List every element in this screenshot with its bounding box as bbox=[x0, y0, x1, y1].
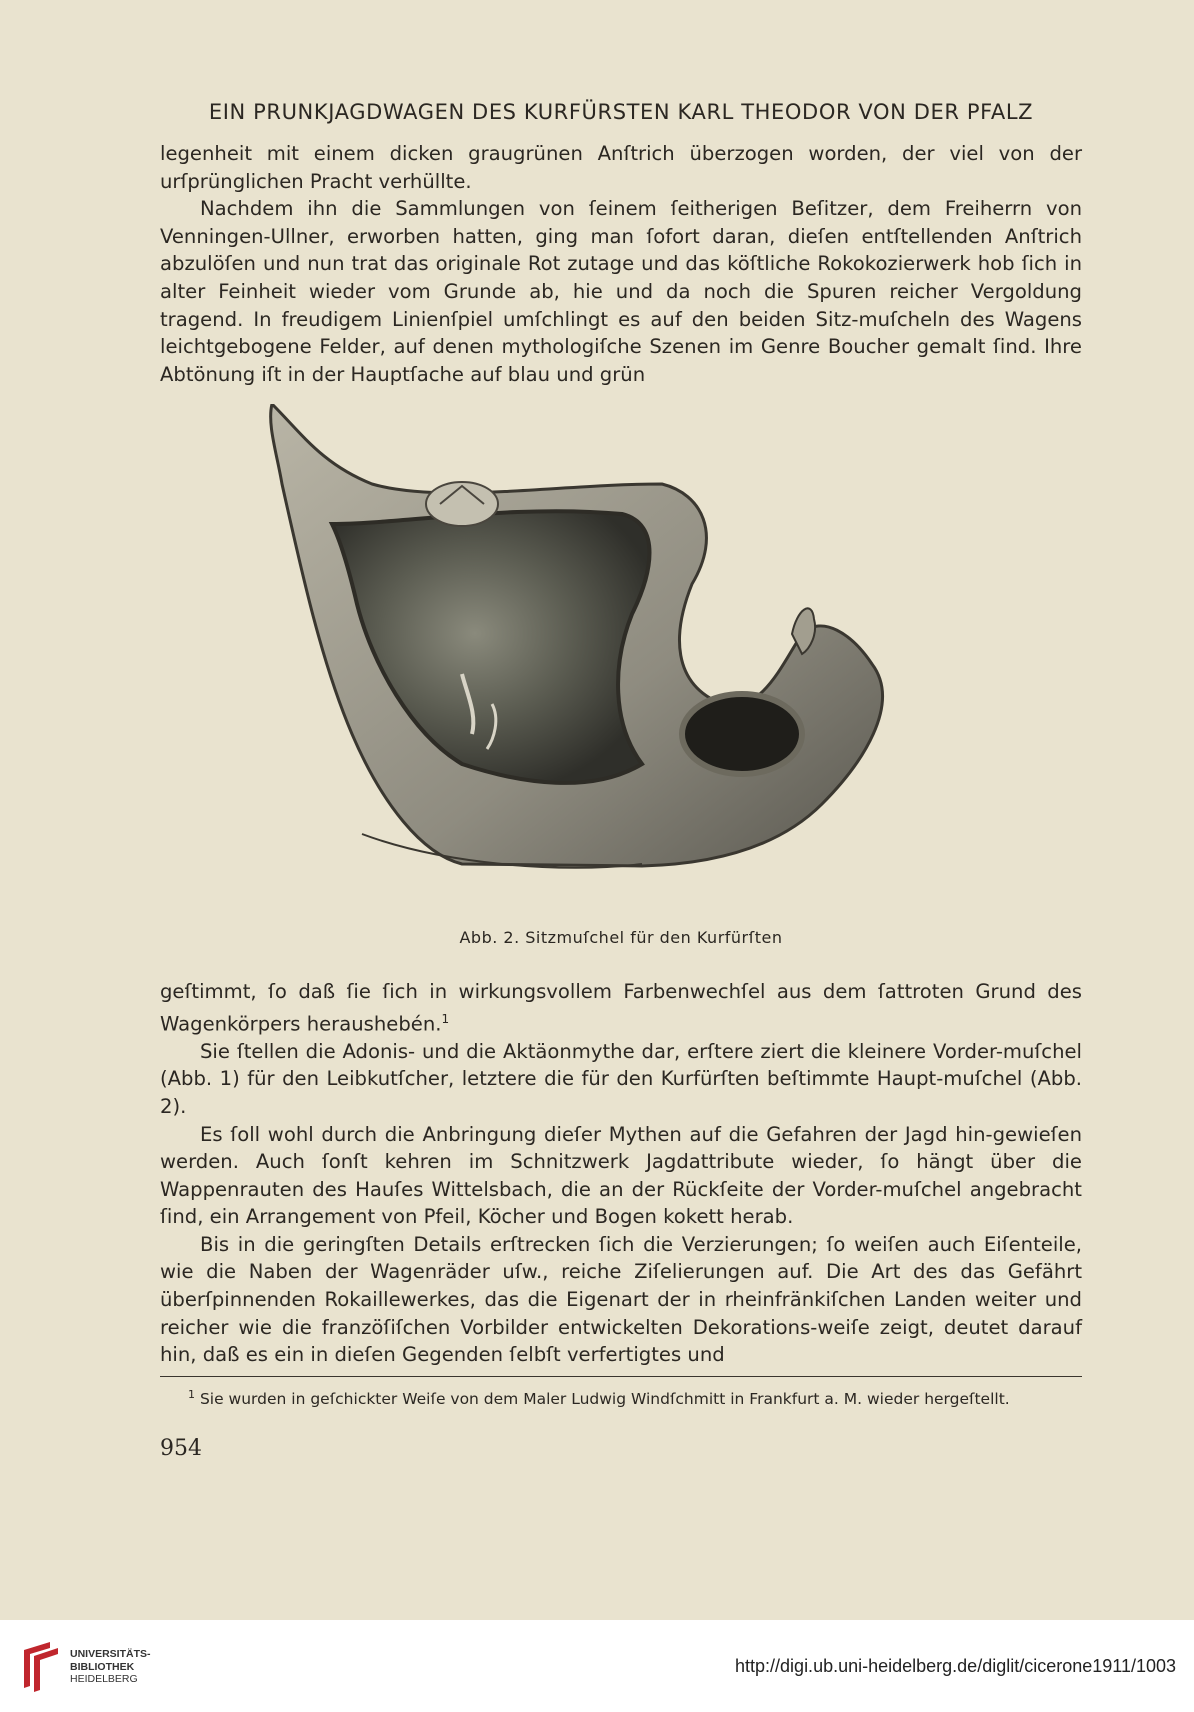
page-number: 954 bbox=[160, 1436, 202, 1461]
footnote-ref: 1 bbox=[441, 1011, 450, 1026]
paragraph bbox=[160, 978, 1082, 1038]
library-line: UNIVERSITÄTS- bbox=[70, 1648, 151, 1660]
library-line: HEIDELBERG bbox=[70, 1673, 138, 1685]
running-head: EIN PRUNKJAGDWAGEN DES KURFÜRSTEN KARL THEODOR VON DER PFALZ bbox=[208, 100, 1034, 124]
source-url[interactable]: http://digi.ub.uni-heidelberg.de/diglit/cicerone1911/1003 bbox=[735, 1656, 1176, 1676]
paragraph: legenheit mit einem dicken graugrünen Anſtrich überzogen worden, der viel von der urſprünglichen Pracht verhüllte. bbox=[160, 142, 1082, 193]
figure-caption: Abb. 2. Sitzmuſchel für den Kurfürſten bbox=[459, 928, 783, 947]
footnote bbox=[160, 1384, 1082, 1410]
library-logo-icon bbox=[20, 1642, 64, 1694]
library-line: BIBLIOTHEK bbox=[70, 1660, 135, 1673]
body-text-top bbox=[160, 140, 1082, 388]
paragraph: Bis in die geringſten Details erſtrecken ſich die Verzierungen; ſo weiſen auch Eiſenteile, wie die Naben der Wagenräder uſw., reiche Ziſelierungen auf. Die Art des das Gefährt überſpinnenden Rokaillewerkes, das die Eigenart der in rheinfränkiſchen Landen weiter und reicher wie die franzöſiſchen Vorbilder entwickelten Dekorations-weiſe zeigt, deutet darauf hin, daß es ein in dieſen Gegenden ſelbſt verfertigtes und bbox=[160, 1232, 1082, 1367]
body-text-bottom bbox=[160, 978, 1082, 1369]
paragraph: Nachdem ihn die Sammlungen von ſeinem ſeitherigen Beſitzer, dem Freiherrn von Venningen-Ullner, erworben hatten, ging man ſofort daran, dieſen entſtellenden Anſtrich abzulöſen und nun trat das originale Rot zutage und das köſtliche Rokokozierwerk hob ſich in alter Feinheit wieder vom Grunde ab, hie und da noch die Spuren reicher Vergoldung tragend. In freudigem Linienſpiel umſchlingt es auf den beiden Sitz-muſcheln des Wagens leichtgebogene Felder, auf denen mythologiſche Szenen im Genre Boucher gemalt ſind. Ihre Abtönung iſt in der Hauptſache auf blau und grün bbox=[160, 197, 1082, 386]
paragraph: Es ſoll wohl durch die Anbringung dieſer Mythen auf die Gefahren der Jagd hin-gewieſen werden. Auch ſonſt kehren im Schnitzwerk Jagdattribute wieder, ſo hängt über die Wappenrauten des Hauſes Wittelsbach, die an der Rückſeite der Vorder-muſchel angebracht ſind, ein Arrangement von Pfeil, Köcher und Bogen kokett herab. bbox=[160, 1122, 1082, 1229]
paragraph-text: geſtimmt, ſo daß ſie ſich in wirkungsvollem Farbenwechſel aus dem ſattroten Grund des Wagenkörpers heraushebén. bbox=[160, 980, 1082, 1036]
footnote-rule bbox=[160, 1376, 1082, 1377]
sitzmuschel-illustration bbox=[262, 404, 932, 932]
footnote-number: 1 bbox=[188, 1388, 195, 1401]
library-name bbox=[70, 1648, 151, 1686]
paragraph: Sie ſtellen die Adonis- und die Aktäonmythe dar, erſtere ziert die kleinere Vorder-muſchel (Abb. 1) für den Leibkutſcher, letztere die für den Kurfürſten beſtimmte Haupt-muſchel (Abb. 2). bbox=[160, 1039, 1082, 1118]
footnote-text: Sie wurden in geſchickter Weiſe von dem Maler Ludwig Windſchmitt in Frankfurt a. M. wieder hergeſtellt. bbox=[199, 1390, 1010, 1409]
figure-sitzmuschel bbox=[262, 404, 932, 932]
